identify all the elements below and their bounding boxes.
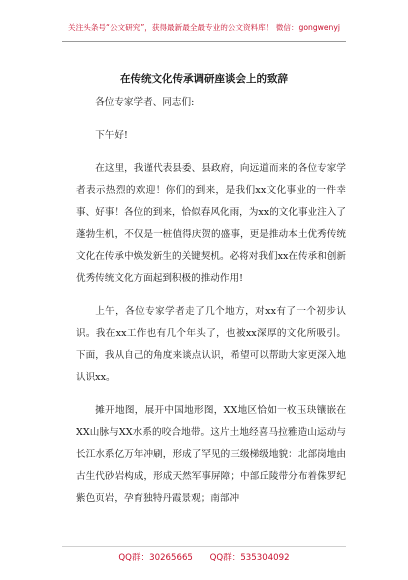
- footer-qq-group-right: QQ群：535304092: [209, 553, 290, 563]
- salutation: 各位专家学者、同志们:: [95, 97, 195, 108]
- header-divider: [62, 41, 346, 42]
- footer-qq-group-left: QQ群：30265665: [118, 553, 193, 563]
- footer-divider: [62, 546, 346, 547]
- body-paragraph: 摊开地图，展开中国地形图，XX地区恰如一枚玉玦镶嵌在XX山脉与XX水系的咬合地带。这片土地经喜马拉雅造山运动与长江水系亿万年冲刷，形成了罕见的三级梯级地貌：北部岗地由古生代砂岩构成，形成天然军事屏障；中部丘陵带分布着侏罗纪紫色页岩，孕育独特丹霞景观；南部冲: [76, 405, 346, 504]
- body-paragraph: 在这里，我谨代表县委、县政府，向远道而来的各位专家学者表示热烈的欢迎！你们的到来，是我们xx文化事业的一件幸事、好事！各位的到来，恰似春风化雨，为xx的文化事业注入了蓬勃生机，不仅是一桩值得庆贺的盛事，更是推动本土优秀传统文化在传承中焕发新生的关键契机。必将对我们xx在传承和创新优秀传统文化方面起到积极的推动作用!: [76, 163, 346, 284]
- document-title: 在传统文化传承调研座谈会上的致辞: [120, 73, 288, 85]
- document-body: [76, 92, 346, 510]
- header-banner: 关注头条号“公文研究”，获得最新最全最专业的公文资料库！ 微信：gongwenyj: [68, 23, 340, 32]
- footer: [0, 551, 408, 563]
- body-paragraph: 上午，各位专家学者走了几个地方，对xx有了一个初步认识。我在xx工作也有几个年头了，也被xx深厚的文化所吸引。下面，我从自己的角度来谈点认识，希望可以帮助大家更深入地认识xx。: [76, 306, 346, 383]
- greeting: 下午好!: [95, 130, 128, 141]
